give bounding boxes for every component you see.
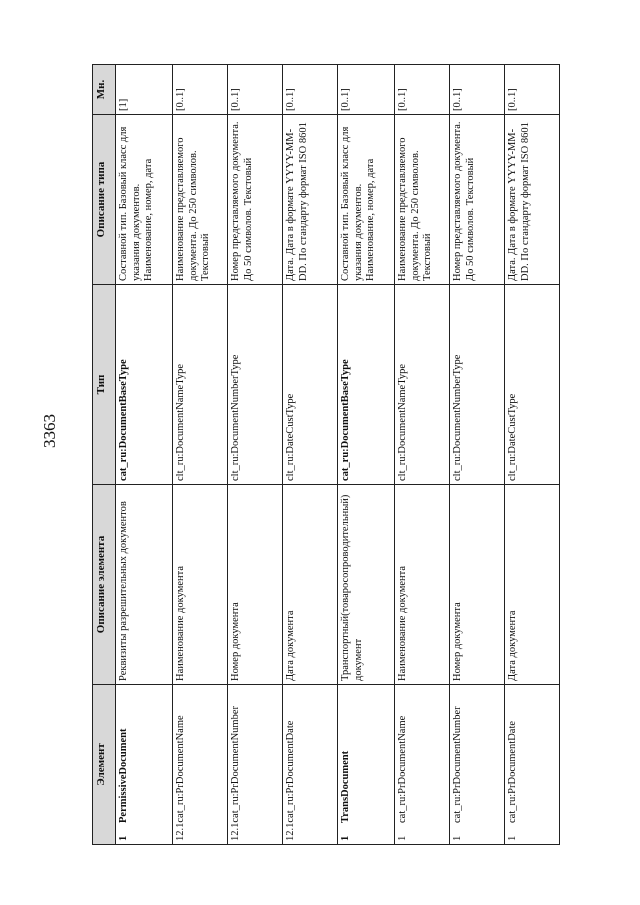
cell-element bbox=[338, 685, 395, 845]
cell-multiplicity: [0..1] bbox=[505, 65, 560, 115]
cell-element bbox=[116, 685, 173, 845]
cell-type-description: Номер представляемого документа. До 50 символов. Текстовый bbox=[228, 115, 283, 285]
element-name: cat_ru:PrDocumentNumber bbox=[452, 706, 463, 823]
schema-table-sheet bbox=[92, 65, 532, 845]
cell-multiplicity: [0..1] bbox=[395, 65, 450, 115]
cell-type: clt_ru:DocumentNameType bbox=[395, 285, 450, 485]
row-index: 1 bbox=[507, 835, 518, 841]
element-name: cat_ru:PrDocumentNumber bbox=[230, 705, 241, 823]
cell-type: clt_ru:DateCustType bbox=[283, 285, 338, 485]
header-type: Тип bbox=[93, 285, 116, 485]
cell-element bbox=[173, 685, 228, 845]
row-index: 12.1 bbox=[285, 822, 296, 841]
cell-type: cat_ru:DocumentBaseType bbox=[116, 285, 173, 485]
row-index: 1 bbox=[118, 835, 129, 841]
cell-element bbox=[450, 685, 505, 845]
table-body bbox=[116, 65, 560, 845]
cell-type: clt_ru:DocumentNumberType bbox=[228, 285, 283, 485]
element-name: cat_ru:PrDocumentName bbox=[175, 715, 186, 823]
cell-element-description: Наименование документа bbox=[173, 485, 228, 685]
row-index: 1 bbox=[397, 835, 408, 841]
table-row bbox=[395, 65, 450, 845]
cell-element-description: Дата документа bbox=[505, 485, 560, 685]
cell-element bbox=[505, 685, 560, 845]
cell-element-description: Номер документа bbox=[450, 485, 505, 685]
cell-element bbox=[283, 685, 338, 845]
table-row bbox=[228, 65, 283, 845]
cell-element-description: Наименование документа bbox=[395, 485, 450, 685]
table-row bbox=[338, 65, 395, 845]
element-name: TransDocument bbox=[340, 750, 351, 823]
cell-type-description: Дата. Дата в формате YYYY-MM-DD. По стандарту формат ISO 8601 bbox=[283, 115, 338, 285]
table-row bbox=[116, 65, 173, 845]
cell-type-description: Наименование представляемого документа. До 250 символов. Текстовый bbox=[173, 115, 228, 285]
cell-multiplicity: [0..1] bbox=[228, 65, 283, 115]
schema-table bbox=[92, 64, 560, 845]
cell-element-description: Номер документа bbox=[228, 485, 283, 685]
element-name: cat_ru:PrDocumentDate bbox=[507, 720, 518, 823]
cell-multiplicity: [0..1] bbox=[450, 65, 505, 115]
cell-type-description: Составной тип. Базовый класс для указания документов. Наименование, номер, дата bbox=[116, 115, 173, 285]
table-row bbox=[283, 65, 338, 845]
cell-element bbox=[228, 685, 283, 845]
cell-multiplicity: [1] bbox=[116, 65, 173, 115]
row-index: 12.1 bbox=[230, 822, 241, 841]
row-index: 1 bbox=[452, 835, 463, 841]
cell-type: cat_ru:DocumentBaseType bbox=[338, 285, 395, 485]
row-index: 1 bbox=[340, 835, 351, 841]
cell-type-description: Составной тип. Базовый класс для указания документов. Наименование, номер, дата bbox=[338, 115, 395, 285]
table-row bbox=[173, 65, 228, 845]
cell-type-description: Наименование представляемого документа. До 250 символов. Текстовый bbox=[395, 115, 450, 285]
cell-multiplicity: [0..1] bbox=[283, 65, 338, 115]
cell-type: clt_ru:DocumentNameType bbox=[173, 285, 228, 485]
page-number: 3363 bbox=[40, 414, 59, 448]
table-row bbox=[505, 65, 560, 845]
cell-element-description: Транспортный(товаросопроводительный) документ bbox=[338, 485, 395, 685]
cell-element-description: Реквизиты разрешительных документов bbox=[116, 485, 173, 685]
header-element: Элемент bbox=[93, 685, 116, 845]
cell-multiplicity: [0..1] bbox=[173, 65, 228, 115]
header-type-description: Описание типа bbox=[93, 115, 116, 285]
cell-type-description: Дата. Дата в формате YYYY-MM-DD. По стандарту формат ISO 8601 bbox=[505, 115, 560, 285]
header-element-description: Описание элемента bbox=[93, 485, 116, 685]
cell-element bbox=[395, 685, 450, 845]
row-index: 12.1 bbox=[175, 822, 186, 841]
element-name: cat_ru:PrDocumentDate bbox=[285, 720, 296, 823]
element-name: cat_ru:PrDocumentName bbox=[397, 715, 408, 823]
cell-type: clt_ru:DocumentNumberType bbox=[450, 285, 505, 485]
table-header-row bbox=[93, 65, 116, 845]
cell-multiplicity: [0..1] bbox=[338, 65, 395, 115]
cell-type: clt_ru:DateCustType bbox=[505, 285, 560, 485]
table-row bbox=[450, 65, 505, 845]
cell-element-description: Дата документа bbox=[283, 485, 338, 685]
header-multiplicity: Мн. bbox=[93, 65, 116, 115]
cell-type-description: Номер представляемого документа. До 50 символов. Текстовый bbox=[450, 115, 505, 285]
element-name: PermissiveDocument bbox=[118, 728, 129, 823]
